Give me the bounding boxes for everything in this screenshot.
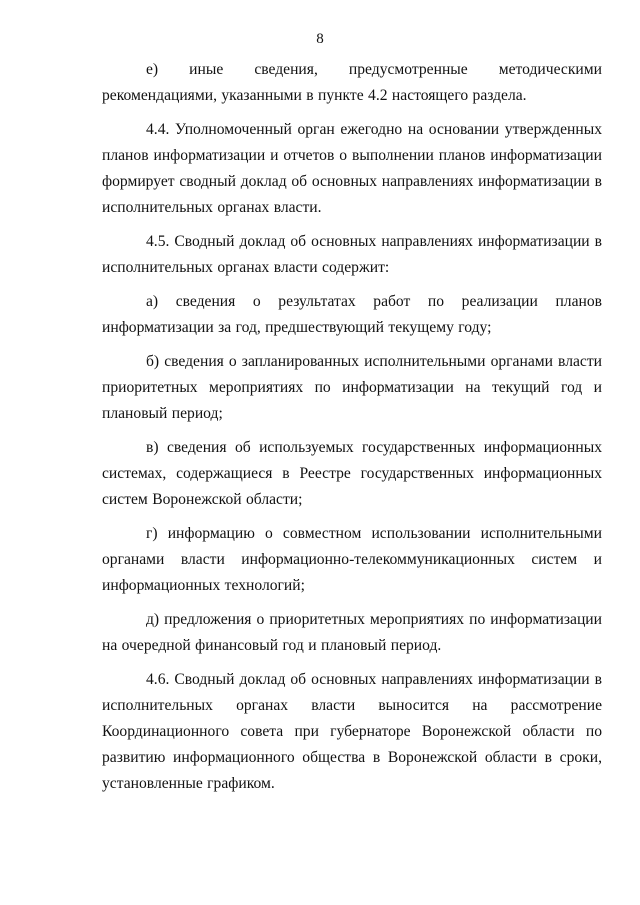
paragraph-item-v: в) сведения об используемых государственных информационных системах, содержащиеся в Реестре государственных информационных систем Воронежской области; [102,439,602,508]
page-number: 8 [316,31,324,47]
document-body [102,57,602,805]
paragraph-item-a: а) сведения о результатах работ по реализации планов информатизации за год, предшествующий текущему году; [102,293,602,336]
paragraph-item-g: г) информацию о совместном использовании исполнительными органами власти информационно-телекоммуникационных систем и информационных технологий; [102,525,602,594]
paragraph-4-6: 4.6. Сводный доклад об основных направлениях информатизации в исполнительных органах власти выносится на рассмотрение Координационного совета при губернаторе Воронежской области по развитию информационного общества в Воронежской области в сроки, установленные графиком. [102,671,602,792]
paragraph-4-5: 4.5. Сводный доклад об основных направлениях информатизации в исполнительных органах власти содержит: [102,233,602,276]
paragraph-4-4: 4.4. Уполномоченный орган ежегодно на основании утвержденных планов информатизации и отчетов о выполнении планов информатизации формирует сводный доклад об основных направлениях информатизации в исполнительных органах власти. [102,121,602,216]
paragraph-item-d: д) предложения о приоритетных мероприятиях по информатизации на очередной финансовый год и плановый период. [102,611,602,654]
paragraph-item-b: б) сведения о запланированных исполнительными органами власти приоритетных мероприятиях по информатизации на текущий год и плановый период; [102,353,602,422]
paragraph-item-e: е) иные сведения, предусмотренные методическими рекомендациями, указанными в пункте 4.2 настоящего раздела. [102,61,602,104]
